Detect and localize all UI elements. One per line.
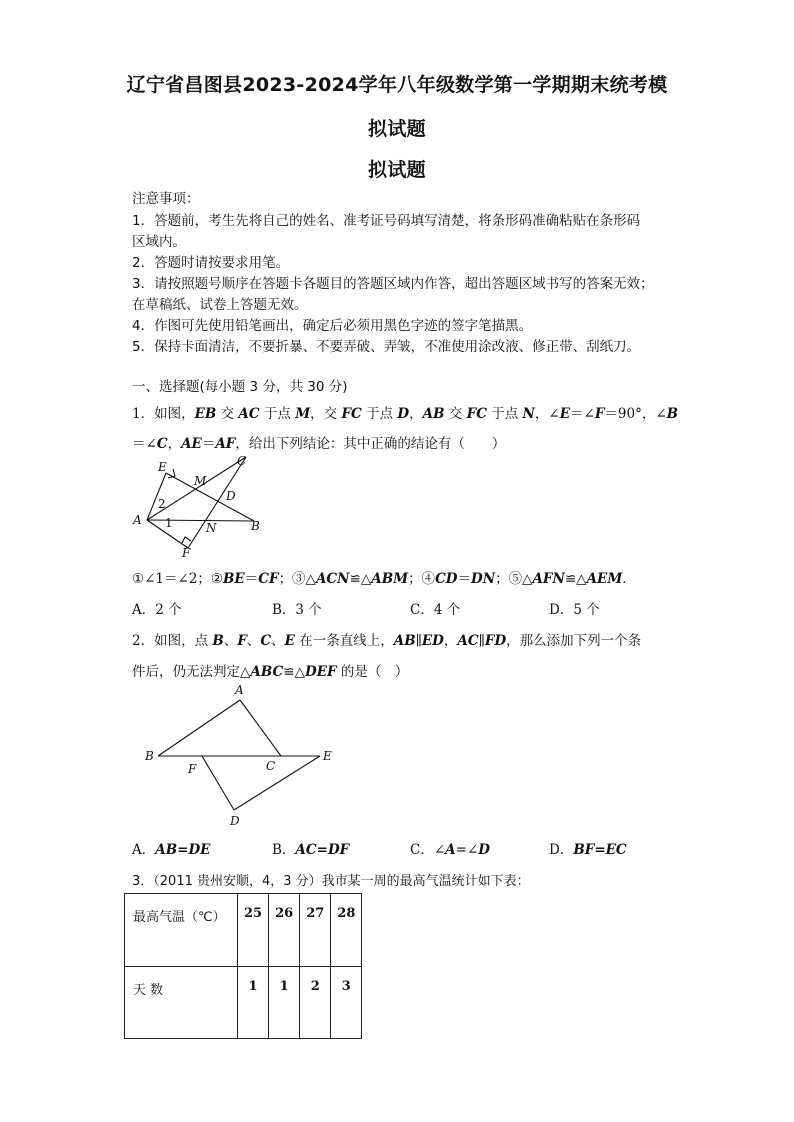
table-cell: 28 bbox=[331, 894, 362, 967]
notice-item-1: 1．答题前，考生先将自己的姓名、准考证号码填写清楚，将条形码准确粘贴在条形码 bbox=[132, 213, 641, 229]
fig1-label-A: A bbox=[133, 513, 142, 527]
table-cell-label: 最高气温（℃） bbox=[125, 894, 238, 967]
fig2-label-A: A bbox=[235, 683, 244, 697]
question-1-text-line2: ＝∠C，AE＝AF，给出下列结论：其中正确的结论有（ ） bbox=[132, 436, 506, 452]
table-cell: 2 bbox=[300, 967, 331, 1039]
fig1-label-M: M bbox=[194, 474, 207, 488]
table-cell: 26 bbox=[269, 894, 300, 967]
exam-title-line1: 辽宁省昌图县2023-2024学年八年级数学第一学期期末统考模 bbox=[126, 74, 668, 96]
question-2-option-d[interactable]: D．BF=EC bbox=[549, 842, 627, 858]
question-1-option-d[interactable]: D．5 个 bbox=[549, 602, 600, 618]
fig1-label-C: C bbox=[237, 454, 247, 468]
question-1-conclusions: ①∠1＝∠2；②BE＝CF；③△ACN≌△ABM；④CD＝DN；⑤△AFN≌△AEM． bbox=[132, 571, 636, 587]
question-1-figure bbox=[130, 453, 270, 563]
table-row-temperature bbox=[125, 894, 362, 967]
question-2-option-a[interactable]: A．AB=DE bbox=[132, 842, 211, 858]
exam-title-line3: 拟试题 bbox=[368, 159, 426, 181]
question-3-text: 3．（2011 贵州安顺，4，3 分）我市某一周的最高气温统计如下表： bbox=[132, 874, 530, 889]
fig1-label-B: B bbox=[251, 519, 260, 533]
fig1-label-N: N bbox=[206, 521, 217, 535]
question-1-text-line1: 1．如图，EB 交 AC 于点 M，交 FC 于点 D，AB 交 FC 于点 N，∠E＝∠F＝90°，∠B bbox=[132, 406, 679, 422]
question-1-option-c[interactable]: C．4 个 bbox=[410, 602, 461, 618]
question-1-option-b[interactable]: B．3 个 bbox=[272, 602, 322, 618]
fig2-label-C: C bbox=[266, 759, 276, 773]
table-cell: 1 bbox=[269, 967, 300, 1039]
notice-item-2: 2．答题时请按要求用笔。 bbox=[132, 255, 290, 271]
notice-item-3: 3．请按照题号顺序在答题卡各题目的答题区域内作答，超出答题区域书写的答案无效； bbox=[132, 276, 654, 292]
table-cell-label: 天 数 bbox=[125, 967, 238, 1039]
question-1-option-a[interactable]: A．2 个 bbox=[132, 602, 182, 618]
notice-item-5: 5．保持卡面清洁，不要折暴、不要弄破、弄皱，不准使用涂改液、修正带、刮纸刀。 bbox=[132, 339, 641, 355]
temperature-table bbox=[124, 893, 362, 1039]
fig2-label-B: B bbox=[145, 749, 154, 763]
notice-item-4: 4．作图可先使用铅笔画出，确定后必须用黑色字迹的签字笔描黑。 bbox=[132, 318, 533, 334]
notice-item-1-cont: 区域内。 bbox=[132, 234, 186, 250]
question-2-text-line2: 件后，仍无法判定△ABC≌△DEF 的是（ ） bbox=[132, 664, 409, 680]
fig2-label-F: F bbox=[188, 762, 197, 776]
section-heading: 一、选择题(每小题 3 分，共 30 分) bbox=[132, 379, 348, 395]
table-cell: 3 bbox=[331, 967, 362, 1039]
notice-heading: 注意事项： bbox=[132, 191, 200, 207]
fig2-label-E: E bbox=[323, 749, 332, 763]
fig1-label-2: 2 bbox=[158, 497, 166, 511]
table-cell: 25 bbox=[238, 894, 269, 967]
fig1-label-1: 1 bbox=[165, 516, 173, 530]
fig1-label-E: E bbox=[158, 460, 167, 474]
question-2-text-line1: 2．如图，点 B、F、C、E 在一条直线上，AB∥ED，AC∥FD，那么添加下列一个条 bbox=[132, 633, 642, 649]
table-cell: 1 bbox=[238, 967, 269, 1039]
exam-title-line2: 拟试题 bbox=[368, 118, 426, 140]
question-2-option-c[interactable]: C．∠A=∠D bbox=[410, 842, 490, 858]
fig2-label-D: D bbox=[230, 814, 240, 828]
fig1-label-D: D bbox=[226, 489, 236, 503]
question-2-option-b[interactable]: B．AC=DF bbox=[272, 842, 350, 858]
fig1-label-F: F bbox=[182, 546, 191, 560]
table-row-days bbox=[125, 967, 362, 1039]
table-cell: 27 bbox=[300, 894, 331, 967]
question-2-figure bbox=[142, 682, 342, 832]
notice-item-3-cont: 在草稿纸、试卷上答题无效。 bbox=[132, 297, 308, 313]
